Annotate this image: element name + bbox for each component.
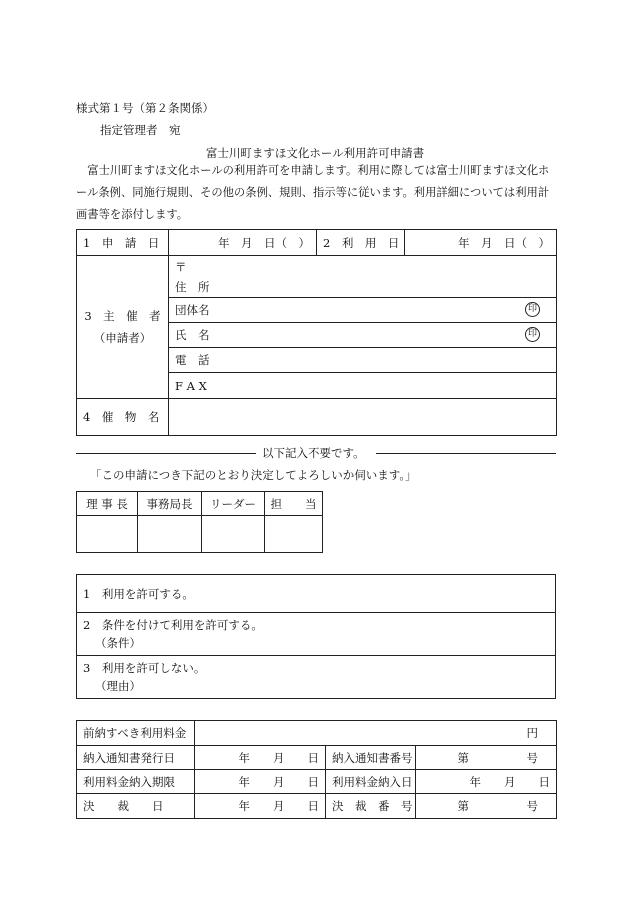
group-name-label: 団体名 [175, 303, 210, 317]
notice-number-field[interactable]: 第 号 [416, 746, 557, 770]
approver-header: 理 事 長 [77, 492, 138, 516]
approver-stamp-box[interactable] [138, 516, 202, 553]
decision-date-label: 決 裁 日 [77, 794, 195, 819]
reason-label: （理由） [95, 679, 141, 693]
notice-issue-date-label: 納入通知書発行日 [77, 746, 195, 770]
event-name-label: 4 催 物 名 [77, 399, 169, 436]
fee-table [76, 720, 557, 819]
decision-option-conditional[interactable] [77, 613, 556, 656]
intro-paragraph: 富士川町ますほ文化ホールの利用許可を申請します。利用に際しては富士川町ますほ文化ホール条例、同施行規則、その他の条例、規則、指示等に従います。利用詳細については利用計画書等を添付します。 [76, 164, 550, 221]
approver-header: 担 当 [265, 492, 323, 516]
document-title: 富士川町ますほ文化ホール利用許可申請書 [205, 146, 425, 160]
approver-table [76, 491, 323, 553]
notice-number-label: 納入通知書番号 [326, 746, 416, 770]
office-use-note: 以下記入不要です。 [262, 446, 365, 460]
decision-date-field[interactable]: 年 月 日 [195, 794, 326, 819]
organizer-sub-label: （申請者） [93, 331, 152, 345]
divider-line-left [76, 453, 256, 454]
prepay-fee-label: 前納すべき利用料金 [77, 721, 195, 746]
approver-stamp-box[interactable] [265, 516, 323, 553]
fax-field[interactable] [169, 373, 557, 399]
divider-line-right [376, 453, 556, 454]
decision-option-deny[interactable] [77, 656, 556, 699]
tel-field[interactable] [169, 348, 557, 373]
form-number: 様式第１号（第２条関係） [76, 101, 214, 115]
decision-number-field[interactable]: 第 号 [416, 794, 557, 819]
decision-number-label: 決 裁 番 号 [326, 794, 416, 819]
seal-icon: 印 [525, 327, 540, 342]
decision-option-label: 3 利用を許可しない。 [83, 661, 206, 675]
approver-stamp-box[interactable] [77, 516, 138, 553]
address-field[interactable] [169, 256, 557, 298]
use-date-field[interactable]: 年 月 日（ ） [405, 230, 557, 256]
address-label: 住 所 [175, 279, 210, 294]
apply-date-label: 1 申 請 日 [77, 230, 169, 256]
decision-table [76, 574, 556, 699]
addressee: 指定管理者 宛 [100, 123, 181, 137]
yen-unit: 円 [526, 726, 539, 740]
approver-stamp-box[interactable] [202, 516, 265, 553]
approver-header: リーダー [202, 492, 265, 516]
payment-deadline-label: 利用料金納入期限 [77, 770, 195, 794]
name-label: 氏 名 [175, 328, 210, 342]
approver-header: 事務局長 [138, 492, 202, 516]
decision-option-label: 2 条件を付けて利用を許可する。 [83, 618, 263, 632]
payment-date-label: 利用料金納入日 [326, 770, 416, 794]
tel-label: 電 話 [175, 353, 210, 367]
notice-issue-date-field[interactable]: 年 月 日 [195, 746, 326, 770]
fax-label: F A X [175, 378, 207, 393]
use-date-label: 2 利 用 日 [317, 230, 405, 256]
approval-request-text: 「この申請につき下記のとおり決定してよろしいか伺います。」 [90, 468, 417, 482]
prepay-fee-field[interactable] [195, 721, 557, 746]
group-name-field[interactable] [169, 298, 557, 323]
event-name-field[interactable] [169, 399, 557, 436]
postal-mark: 〒 [175, 259, 187, 274]
seal-icon: 印 [525, 302, 540, 317]
payment-date-field[interactable]: 年 月 日 [416, 770, 557, 794]
condition-label: （条件） [95, 636, 141, 650]
organizer-label: 3 主 催 者 [84, 309, 161, 323]
application-table [76, 229, 557, 436]
apply-date-field[interactable]: 年 月 日（ ） [169, 230, 317, 256]
decision-option-approve[interactable]: 1 利用を許可する。 [77, 575, 556, 613]
payment-deadline-field[interactable]: 年 月 日 [195, 770, 326, 794]
name-field[interactable] [169, 323, 557, 348]
organizer-label-cell [77, 256, 169, 399]
